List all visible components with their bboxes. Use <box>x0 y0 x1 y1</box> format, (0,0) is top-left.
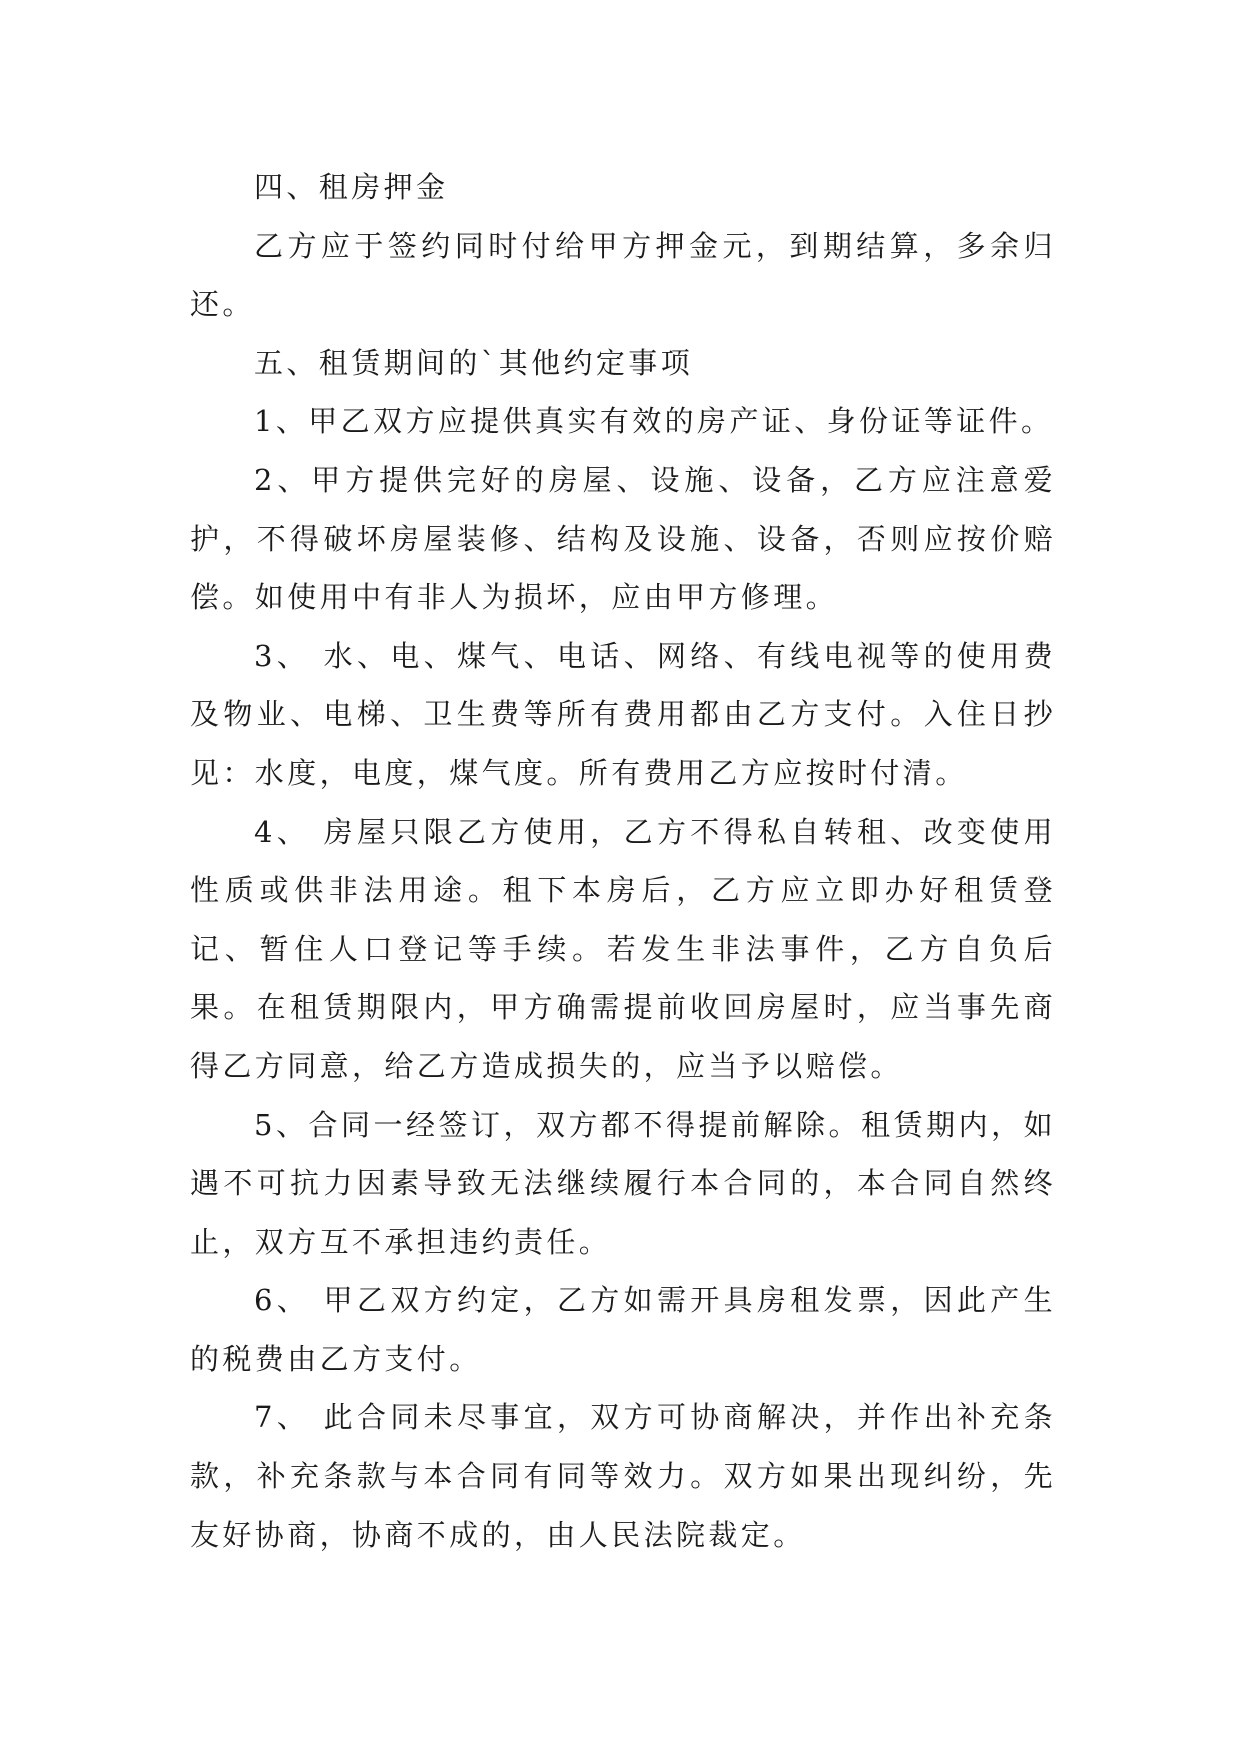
clause-4: 4、 房屋只限乙方使用，乙方不得私自转租、改变使用性质或供非法用途。租下本房后，乙方应立即办好租赁登记、暂住人口登记等手续。若发生非法事件，乙方自负后果。在租赁期限内，甲方确需提前收回房屋时，应当事先商得乙方同意，给乙方造成损失的，应当予以赔偿。 <box>190 814 1056 1083</box>
document-body <box>190 158 1056 1564</box>
clause-6: 6、 甲乙双方约定，乙方如需开具房租发票，因此产生的税费由乙方支付。 <box>190 1283 1056 1376</box>
clause-1: 1、甲乙双方应提供真实有效的房产证、身份证等证件。 <box>254 404 1054 439</box>
section-heading-other-terms: 五、租赁期间的`其他约定事项 <box>254 345 694 380</box>
clause-3: 3、 水、电、煤气、电话、网络、有线电视等的使用费及物业、电梯、卫生费等所有费用都由乙方支付。入住日抄见：水度，电度，煤气度。所有费用乙方应按时付清。 <box>190 638 1056 790</box>
clause-2: 2、甲方提供完好的房屋、设施、设备，乙方应注意爱护，不得破坏房屋装修、结构及设施、设备，否则应按价赔偿。如使用中有非人为损坏，应由甲方修理。 <box>190 462 1056 615</box>
section-heading-deposit: 四、租房押金 <box>254 170 449 204</box>
paragraph-deposit: 乙方应于签约同时付给甲方押金元，到期结算，多余归还。 <box>190 228 1056 322</box>
clause-7: 7、 此合同未尽事宜，双方可协商解决，并作出补充条款，补充条款与本合同有同等效力。双方如果出现纠纷，先友好协商，协商不成的，由人民法院裁定。 <box>190 1400 1056 1552</box>
clause-5: 5、合同一经签订，双方都不得提前解除。租赁期内，如遇不可抗力因素导致无法继续履行本合同的，本合同自然终止，双方互不承担违约责任。 <box>190 1107 1056 1259</box>
